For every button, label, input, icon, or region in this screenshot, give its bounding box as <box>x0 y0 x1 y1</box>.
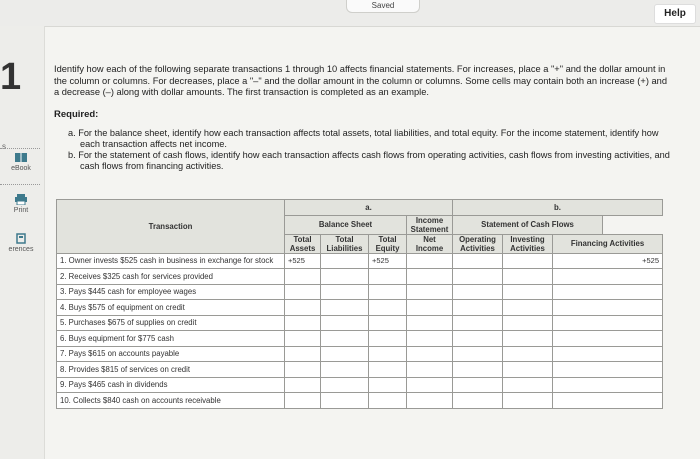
input-cell[interactable] <box>321 300 369 316</box>
col-financing-activities: Financing Activities <box>553 234 663 253</box>
input-cell[interactable] <box>285 393 321 409</box>
input-cell[interactable] <box>503 331 553 347</box>
transaction-label: 10. Collects $840 cash on accounts receivable <box>57 393 285 409</box>
instruction-b: b. For the statement of cash flows, identify how each transaction affects cash flows from operating activities, cash flows from investing activities, and cash flows from financing activities. <box>68 149 670 171</box>
input-cell[interactable] <box>503 362 553 378</box>
input-cell[interactable] <box>453 331 503 347</box>
input-cell[interactable] <box>369 346 407 362</box>
instruction-a: a. For the balance sheet, identify how each transaction affects total assets, total liabilities, and total equity. For the income statement, identify how each transaction affects net income. <box>68 127 659 149</box>
transaction-label: 2. Receives $325 cash for services provided <box>57 269 285 285</box>
input-cell[interactable] <box>321 253 369 269</box>
references-button[interactable] <box>0 233 42 253</box>
transaction-label: 7. Pays $615 on accounts payable <box>57 346 285 362</box>
ebook-button[interactable] <box>0 152 42 172</box>
balance-sheet-header: Balance Sheet <box>285 215 407 234</box>
input-cell[interactable] <box>369 331 407 347</box>
input-cell[interactable] <box>321 362 369 378</box>
input-cell[interactable] <box>369 362 407 378</box>
input-cell[interactable]: +525 <box>553 253 663 269</box>
input-cell[interactable] <box>453 253 503 269</box>
transaction-header: Transaction <box>148 221 193 231</box>
transaction-label: 6. Buys equipment for $775 cash <box>57 331 285 347</box>
table-row <box>57 284 663 300</box>
input-cell[interactable] <box>285 300 321 316</box>
input-cell[interactable] <box>285 315 321 331</box>
input-cell[interactable] <box>553 284 663 300</box>
input-cell[interactable] <box>369 300 407 316</box>
transaction-label: 8. Provides $815 of services on credit <box>57 362 285 378</box>
input-cell[interactable] <box>369 284 407 300</box>
input-cell[interactable] <box>503 377 553 393</box>
input-cell[interactable] <box>503 346 553 362</box>
input-cell[interactable] <box>453 362 503 378</box>
input-cell[interactable] <box>321 269 369 285</box>
input-cell[interactable] <box>453 284 503 300</box>
divider <box>0 184 40 185</box>
instructions-list <box>68 128 674 172</box>
input-cell[interactable] <box>321 393 369 409</box>
table-row <box>57 377 663 393</box>
question-number: 1 <box>0 56 22 98</box>
input-cell[interactable] <box>321 377 369 393</box>
input-cell[interactable] <box>503 269 553 285</box>
input-cell[interactable] <box>407 393 453 409</box>
transaction-table <box>56 199 663 409</box>
input-cell[interactable] <box>503 284 553 300</box>
input-cell[interactable] <box>553 377 663 393</box>
input-cell[interactable] <box>369 315 407 331</box>
input-cell[interactable] <box>369 269 407 285</box>
references-label: erences <box>8 246 34 253</box>
col-total-assets: Total Assets <box>285 234 321 253</box>
divider <box>0 148 40 149</box>
input-cell[interactable] <box>369 377 407 393</box>
income-statement-header: Income Statement <box>407 215 453 234</box>
question-content <box>54 64 674 172</box>
help-button[interactable]: Help <box>654 4 696 24</box>
transaction-label: 5. Purchases $675 of supplies on credit <box>57 315 285 331</box>
col-operating-activities: Operating Activities <box>453 234 503 253</box>
printer-icon <box>14 194 28 205</box>
input-cell[interactable] <box>285 284 321 300</box>
table-row <box>57 331 663 347</box>
print-button[interactable] <box>0 194 42 214</box>
input-cell[interactable] <box>407 362 453 378</box>
required-label: Required: <box>54 108 99 120</box>
table-row <box>57 269 663 285</box>
table-row <box>57 362 663 378</box>
transaction-label: 4. Buys $575 of equipment on credit <box>57 300 285 316</box>
table-row <box>57 346 663 362</box>
input-cell[interactable] <box>321 331 369 347</box>
input-cell[interactable] <box>407 300 453 316</box>
table-row <box>57 393 663 409</box>
ebook-label: eBook <box>11 165 31 172</box>
input-cell[interactable] <box>285 377 321 393</box>
question-intro: Identify how each of the following separate transactions 1 through 10 affects financial statements. For increases, place a "+" and the dollar amount in the column or columns. For decreases, place a "–" and the dollar amount in the column or columns. Some cells may contain both an increase (+) and a decrease (–) along with dollar amounts. The first transaction is completed as an example. <box>54 64 668 97</box>
input-cell[interactable] <box>321 346 369 362</box>
input-cell[interactable] <box>553 331 663 347</box>
input-cell[interactable] <box>407 346 453 362</box>
input-cell[interactable] <box>503 253 553 269</box>
input-cell[interactable] <box>553 346 663 362</box>
input-cell[interactable] <box>285 331 321 347</box>
sidebar-letter: s <box>2 142 6 151</box>
input-cell[interactable] <box>503 300 553 316</box>
col-total-liabilities: Total Liabilities <box>321 234 369 253</box>
input-cell[interactable] <box>453 315 503 331</box>
table-row <box>57 315 663 331</box>
cash-flows-header: Statement of Cash Flows <box>453 215 603 234</box>
input-cell[interactable] <box>285 346 321 362</box>
saved-status: Saved <box>346 0 420 13</box>
input-cell[interactable] <box>407 284 453 300</box>
input-cell[interactable] <box>553 269 663 285</box>
input-cell[interactable]: +525 <box>285 253 321 269</box>
part-a-header: a. <box>285 200 453 216</box>
part-b-header: b. <box>453 200 663 216</box>
transaction-label: 9. Pays $465 cash in dividends <box>57 377 285 393</box>
col-net-income: Net Income <box>407 234 453 253</box>
input-cell[interactable] <box>553 393 663 409</box>
table-row <box>57 253 663 269</box>
input-cell[interactable] <box>285 269 321 285</box>
input-cell[interactable] <box>553 362 663 378</box>
input-cell[interactable] <box>407 315 453 331</box>
input-cell[interactable] <box>369 393 407 409</box>
input-cell[interactable] <box>407 377 453 393</box>
input-cell[interactable] <box>407 253 453 269</box>
transaction-header-cell <box>57 200 285 254</box>
input-cell[interactable] <box>453 346 503 362</box>
sidebar <box>0 26 45 459</box>
book-icon <box>14 152 28 163</box>
top-bar <box>0 0 700 27</box>
input-cell[interactable] <box>453 393 503 409</box>
input-cell[interactable]: +525 <box>369 253 407 269</box>
input-cell[interactable] <box>453 300 503 316</box>
table-row <box>57 300 663 316</box>
input-cell[interactable] <box>407 269 453 285</box>
input-cell[interactable] <box>453 269 503 285</box>
print-label: Print <box>13 207 29 214</box>
col-total-equity: Total Equity <box>369 234 407 253</box>
col-investing-activities: Investing Activities <box>503 234 553 253</box>
input-cell[interactable] <box>553 315 663 331</box>
input-cell[interactable] <box>407 331 453 347</box>
input-cell[interactable] <box>503 393 553 409</box>
transaction-label: 1. Owner invests $525 cash in business in exchange for stock <box>57 253 285 269</box>
input-cell[interactable] <box>285 362 321 378</box>
references-icon <box>14 233 28 244</box>
input-cell[interactable] <box>453 377 503 393</box>
input-cell[interactable] <box>503 315 553 331</box>
input-cell[interactable] <box>321 315 369 331</box>
transaction-table-wrapper <box>56 199 662 409</box>
transaction-label: 3. Pays $445 cash for employee wages <box>57 284 285 300</box>
input-cell[interactable] <box>553 300 663 316</box>
input-cell[interactable] <box>321 284 369 300</box>
